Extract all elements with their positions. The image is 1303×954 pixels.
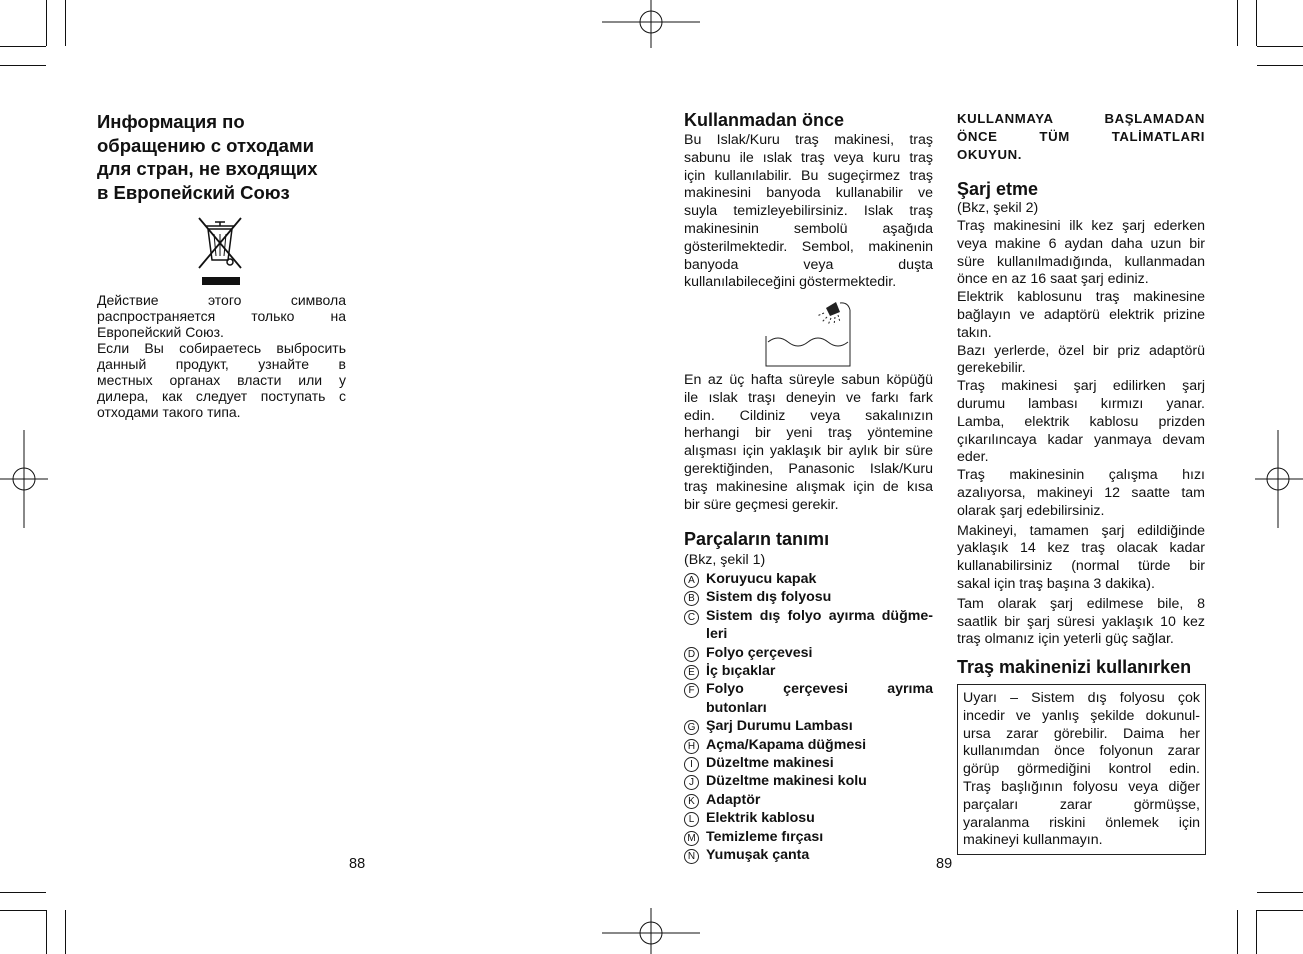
text-line: traş makinesine alışmak için de kısa xyxy=(684,478,933,495)
warning-line: Traş başlığının folyosu veya diğer xyxy=(963,778,1200,795)
text-line: kullanılabileceğini göstermektedir. xyxy=(684,274,897,291)
notice-line: ÖNCE TÜM TALİMATLARI xyxy=(957,129,1205,144)
list-item xyxy=(684,736,933,754)
text-line: Lamba, elektrik kablosu prizden xyxy=(957,413,1205,430)
text-line: makinesini banyoda kullanabilir ve xyxy=(684,185,933,202)
part-name: Adaptör xyxy=(706,791,761,808)
list-item xyxy=(684,809,933,827)
text-line: eder. xyxy=(957,449,989,466)
part-letter-badge: N xyxy=(684,849,699,864)
warning-line: incedir ve yanlış şekilde dokunul- xyxy=(963,707,1200,724)
read-instructions-notice xyxy=(957,110,1205,164)
part-name: Düzeltme makinesi kolu xyxy=(706,773,867,790)
text-line: En az üç hafta süreyle sabun köpüğü xyxy=(684,372,933,388)
part-letter-badge: A xyxy=(684,573,699,588)
text-line: çıkarılıncaya kadar yanmaya devam xyxy=(957,431,1205,448)
text-line: gerektiğinden, Panasonic Islak/Kuru xyxy=(684,460,933,477)
part-letter-badge: C xyxy=(684,610,699,625)
heading-line: для стран, не входящих xyxy=(97,158,318,179)
list-item xyxy=(684,772,933,790)
charging-paragraph xyxy=(957,467,1205,520)
body-line: Европейский Союз. xyxy=(97,324,224,340)
part-name: Sistem dış folyosu xyxy=(706,589,832,606)
text-line: olarak şarj edebilirsiniz. xyxy=(957,502,1105,519)
part-name: Yumuşak çanta xyxy=(706,847,810,864)
part-letter-badge: D xyxy=(684,647,699,662)
warning-line: makineyi kullanmayın. xyxy=(963,832,1103,849)
body-line: Если Вы собираетесь выбросить xyxy=(97,340,346,356)
warning-line: ursa zarar görebilir. Daima her xyxy=(963,725,1200,742)
shower-bath-symbol-icon xyxy=(764,298,854,368)
list-item xyxy=(684,846,933,864)
charging-paragraph xyxy=(957,289,1205,342)
charging-heading: Şarj etme xyxy=(957,179,1039,199)
text-line: durumu lambası kırmızı yanar. xyxy=(957,395,1205,412)
text-line: takın. xyxy=(957,324,992,341)
waste-info-heading xyxy=(97,110,357,204)
part-name: Temizleme fırçası xyxy=(706,828,824,845)
charging-paragraph xyxy=(957,378,1205,467)
before-use-paragraph-2 xyxy=(684,372,933,514)
list-item xyxy=(684,717,933,735)
text-line: Makineyi, tamamen şarj edildiğinde xyxy=(957,522,1205,539)
text-line: sakal için traş başına 3 dakika). xyxy=(957,575,1155,592)
text-line: azalıyorsa, makineyi 12 saatte tam xyxy=(957,484,1205,501)
body-line: местных органах власти или у xyxy=(97,372,346,388)
charging-paragraph xyxy=(957,218,1205,289)
heading-line: Информация по xyxy=(97,111,245,132)
part-name: Şarj Durumu Lambası xyxy=(706,718,853,735)
part-letter-badge: I xyxy=(684,757,699,772)
text-line: bağlayın ve adaptörü elektrik prizine xyxy=(957,306,1205,323)
list-item xyxy=(684,828,933,846)
parts-list xyxy=(684,570,933,865)
crossed-out-wheelie-bin-icon xyxy=(196,216,244,288)
text-line: Bu Islak/Kuru traş makinesi, traş xyxy=(684,132,933,148)
before-use-paragraph-1 xyxy=(684,132,933,292)
text-line: banyoda veya duşta xyxy=(684,256,933,273)
page-number-right: 89 xyxy=(936,856,953,872)
list-item xyxy=(684,588,933,606)
body-line: Действие этого символа xyxy=(97,292,346,308)
warning-line: yaralanma riskini önlemek için xyxy=(963,814,1200,831)
part-name: Koruyucu kapak xyxy=(706,571,817,587)
body-line: данный продукт, узнайте в xyxy=(97,356,346,372)
charging-text xyxy=(957,218,1205,649)
page-number-left: 88 xyxy=(349,856,366,872)
part-letter-badge: B xyxy=(684,591,699,606)
list-item xyxy=(684,644,933,662)
text-line: için kullanılabilir. Bu sugeçirmez traş xyxy=(684,167,933,184)
text-line: suyla temizleyebilirsiniz. Islak traş xyxy=(684,203,933,220)
charging-paragraph xyxy=(957,596,1205,649)
part-letter-badge: M xyxy=(684,831,699,846)
text-line: saatlik bir şarj süresi yaklaşık 10 kez xyxy=(957,613,1205,630)
body-line: распространяется только на xyxy=(97,308,346,324)
text-line: edin. Cildiniz veya sakalınızın xyxy=(684,407,933,424)
parts-heading: Parçaların tanımı xyxy=(684,529,830,549)
registration-mark-right xyxy=(1255,430,1303,528)
part-name: Folyo çerçevesi ayrıma xyxy=(706,681,933,698)
part-name: Elektrik kablosu xyxy=(706,810,815,827)
waste-info-body xyxy=(97,292,346,420)
text-line: herhangi bir yeni traş yöntemine xyxy=(684,425,933,442)
part-name: Açma/Kapama düğmesi xyxy=(706,736,867,753)
text-line: veya makine 6 aydan daha uzun bir xyxy=(957,235,1205,252)
list-item xyxy=(684,607,933,644)
text-line: makinesinin sembolü aşağıda xyxy=(684,220,933,237)
part-letter-badge: F xyxy=(684,683,699,698)
registration-mark-bottom xyxy=(602,908,700,954)
part-name: Sistem dış folyo ayırma düğme- xyxy=(706,607,933,624)
warning-line: parçaları zarar görmüşse, xyxy=(963,796,1200,813)
text-line: traş olmanız için yeterli güç sağlar. xyxy=(957,631,1174,648)
before-use-heading: Kullanmadan önce xyxy=(684,110,845,130)
warning-line: görüp görmediğini kontrol edin. xyxy=(963,761,1200,778)
while-shaving-heading: Traş makinenizi kullanırken xyxy=(957,657,1192,677)
text-line: Traş makinesinin çalışma hızı xyxy=(957,467,1205,484)
part-name: İç bıçaklar xyxy=(706,663,776,680)
registration-mark-left xyxy=(0,430,48,528)
list-item xyxy=(684,754,933,772)
text-line: süre kullanılmadığında, kullanmadan xyxy=(957,253,1205,270)
part-name: leri xyxy=(706,626,728,643)
part-letter-badge: J xyxy=(684,775,699,790)
list-item xyxy=(684,662,933,680)
warning-line: Uyarı – Sistem dış folyosu çok xyxy=(963,690,1200,706)
part-letter-badge: H xyxy=(684,739,699,754)
registration-mark-top xyxy=(602,0,700,48)
part-letter-badge: G xyxy=(684,720,699,735)
warning-line: kullanımdan önce folyonun zarar xyxy=(963,743,1200,760)
part-letter-badge: L xyxy=(684,812,699,827)
part-letter-badge: E xyxy=(684,665,699,680)
charging-paragraph xyxy=(957,523,1205,594)
text-line: bir süre geçmesi gerekir. xyxy=(684,496,839,513)
text-line: sabunu ile ıslak traş veya kuru traş xyxy=(684,149,933,166)
text-line: gösterilmektedir. Sembol, makinenin xyxy=(684,238,933,255)
text-line: Traş makinesi şarj edilirken şarj xyxy=(957,378,1205,395)
notice-line: KULLANMAYA BAŞLAMADAN xyxy=(957,111,1205,126)
list-item xyxy=(684,791,933,809)
text-line: önce en az 16 saat şarj ediniz. xyxy=(957,271,1149,288)
charging-figure-ref: (Bkz, şekil 2) xyxy=(957,200,1039,216)
notice-line: OKUYUN. xyxy=(957,147,1023,162)
part-name: Folyo çerçevesi xyxy=(706,644,813,661)
parts-figure-ref: (Bkz, şekil 1) xyxy=(684,552,766,568)
list-item xyxy=(684,680,933,717)
text-line: Traş makinesini ilk kez şarj ederken xyxy=(957,218,1205,234)
body-line: дилера, как следует поступать с xyxy=(97,388,346,404)
text-line: yaklaşık 14 kez traş olacak kadar xyxy=(957,540,1205,557)
heading-line: обращению с отходами xyxy=(97,134,315,156)
part-name: butonları xyxy=(706,699,767,716)
text-line: alışması için yaklaşık bir aylık bir süre xyxy=(684,443,933,460)
warning-box xyxy=(957,684,1206,855)
text-line: kullanabilirsiniz (normal türde bir xyxy=(957,558,1205,575)
text-line: Elektrik kablosunu traş makinesine xyxy=(957,289,1205,306)
list-item xyxy=(684,570,933,588)
body-line: отходами такого типа. xyxy=(97,404,241,420)
heading-line: в Европейский Союз xyxy=(97,181,290,203)
charging-paragraph xyxy=(957,343,1205,379)
text-line: ile ıslak traşı deneyin ve farkı fark xyxy=(684,389,933,406)
part-letter-badge: K xyxy=(684,794,699,809)
part-name: Düzeltme makinesi xyxy=(706,755,834,772)
text-line: Bazı yerlerde, özel bir priz adaptörü xyxy=(957,342,1205,359)
text-line: Tam olarak şarj edilmese bile, 8 xyxy=(957,595,1205,612)
text-line: gerekebilir. xyxy=(957,360,1026,377)
